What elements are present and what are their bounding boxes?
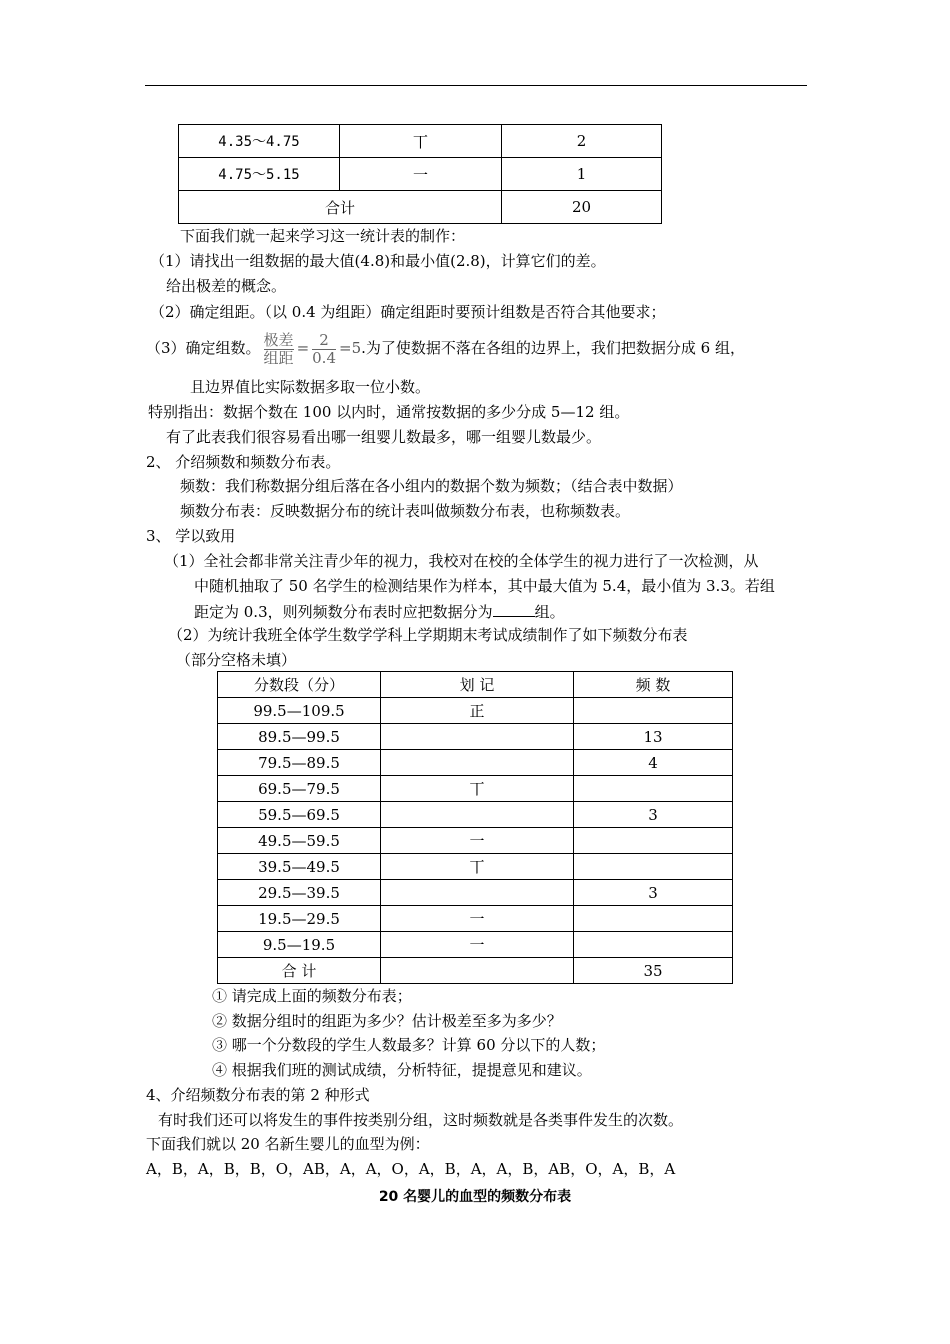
question1-line1: （1）全社会都非常关注青少年的视力，我校对在校的全体学生的视力进行了一次检测，从	[164, 552, 759, 570]
section4-paragraph1: 有时我们还可以将发生的事件按类别分组，这时频数就是各类事件发生的次数。	[158, 1111, 684, 1129]
step3-suffix: .为了使数据不落在各组的边界上，我们把数据分成 6 组，	[361, 339, 745, 357]
tally-cell	[381, 880, 574, 906]
frequency-table-definition: 频数分布表：反映数据分布的统计表叫做频数分布表，也称频数表。	[180, 502, 631, 520]
tally-cell: 一	[340, 158, 502, 191]
question1-line3-prefix: 距定为 0.3，则列频数分布表时应把数据分为	[194, 603, 493, 621]
question-item-2: ② 数据分组时的组距为多少？估计极差至多为多少？	[212, 1012, 562, 1030]
score-frequency-table	[217, 671, 733, 984]
tally-cell: 一	[381, 828, 574, 854]
total-label: 合计	[179, 191, 502, 224]
table-row	[179, 158, 662, 191]
table-row	[179, 125, 662, 158]
tally-cell: 丅	[340, 125, 502, 158]
range-cell: 9.5—19.5	[218, 932, 381, 958]
tally-cell: 一	[381, 932, 574, 958]
range-cell: 19.5—29.5	[218, 906, 381, 932]
table-total-row	[179, 191, 662, 224]
table-row	[218, 854, 733, 880]
count-cell	[574, 906, 733, 932]
tally-cell: 丅	[381, 776, 574, 802]
range-cell: 59.5—69.5	[218, 802, 381, 828]
total-value: 20	[502, 191, 662, 224]
count-cell: 13	[574, 724, 733, 750]
section4-paragraph2: 下面我们就以 20 名新生婴儿的血型为例：	[146, 1135, 430, 1153]
blood-type-data: A，B，A，B，B，O，AB，A，A，O，A，B，A，A，B，AB，O，A，B，A	[146, 1160, 676, 1178]
step1-text: （1）请找出一组数据的最大值(4.8)和最小值(2.8)，计算它们的差。	[150, 252, 606, 270]
table-row	[218, 724, 733, 750]
table-row	[218, 880, 733, 906]
tally-cell: 一	[381, 906, 574, 932]
table-row	[218, 776, 733, 802]
question1-line2: 中随机抽取了 50 名学生的检测结果作为样本，其中最大值为 5.4，最小值为 3.3。若组	[194, 577, 775, 595]
table-row	[218, 698, 733, 724]
frequency-definition: 频数：我们称数据分组后落在各小组内的数据个数为频数；（结合表中数据）	[180, 477, 683, 495]
step2-text: （2）确定组距。（以 0.4 为组距）确定组距时要预计组数是否符合其他要求；	[150, 303, 666, 321]
question1-line3-suffix: 组。	[534, 603, 565, 621]
range-cell: 69.5—79.5	[218, 776, 381, 802]
table-row	[218, 932, 733, 958]
count-cell: 2	[502, 125, 662, 158]
fraction-2-over-0.4: $\frac{2}{0.4}$	[312, 330, 336, 367]
table-row	[218, 906, 733, 932]
intro-text: 下面我们就一起来学习这一统计表的制作：	[180, 227, 466, 245]
header-frequency: 频 数	[574, 672, 733, 698]
step3b-text: 且边界值比实际数据多取一位小数。	[190, 378, 431, 396]
tally-cell	[381, 750, 574, 776]
header-tally: 划 记	[381, 672, 574, 698]
section4-heading: 4、介绍频数分布表的第 2 种形式	[146, 1086, 370, 1104]
tally-cell: 正	[381, 698, 574, 724]
count-cell: 3	[574, 802, 733, 828]
blood-type-table-caption: 20 名婴儿的血型的频数分布表	[378, 1189, 572, 1205]
question-item-1: ① 请完成上面的频数分布表；	[212, 987, 412, 1005]
range-cell: 79.5—89.5	[218, 750, 381, 776]
count-cell	[574, 932, 733, 958]
total-value: 35	[574, 958, 733, 984]
result-value: =5	[339, 339, 362, 357]
question-item-3: ③ 哪一个分数段的学生人数最多？计算 60 分以下的人数；	[212, 1036, 606, 1054]
range-cell: 4.75～5.15	[179, 158, 340, 191]
total-tally-cell	[381, 958, 574, 984]
tally-cell: 丅	[381, 854, 574, 880]
fraction-range-over-width: $\frac{\text{极差}}{\text{组距}}$	[263, 330, 294, 367]
note-text: 有了此表我们很容易看出哪一组婴儿数最多，哪一组婴儿数最少。	[166, 428, 602, 446]
count-cell: 4	[574, 750, 733, 776]
range-cell: 39.5—49.5	[218, 854, 381, 880]
special-note: 特别指出：数据个数在 100 以内时，通常按数据的多少分成 5—12 组。	[148, 403, 630, 421]
count-cell	[574, 854, 733, 880]
count-cell	[574, 776, 733, 802]
question-item-4: ④ 根据我们班的测试成绩，分析特征，提提意见和建议。	[212, 1061, 592, 1079]
question2-line2: （部分空格未填）	[176, 651, 297, 669]
answer-blank[interactable]	[493, 600, 535, 617]
tally-cell	[381, 802, 574, 828]
count-cell: 1	[502, 158, 662, 191]
step3-line	[146, 328, 745, 368]
section2-heading: 2、 介绍频数和频数分布表。	[146, 453, 341, 471]
header-rule	[145, 85, 807, 86]
table-row	[218, 802, 733, 828]
table-total-row	[218, 958, 733, 984]
table-row	[218, 828, 733, 854]
range-cell: 4.35～4.75	[179, 125, 340, 158]
tally-cell	[381, 724, 574, 750]
count-cell: 3	[574, 880, 733, 906]
range-cell: 29.5—39.5	[218, 880, 381, 906]
count-cell	[574, 698, 733, 724]
step3-prefix: （3）确定组数。	[146, 339, 261, 357]
question2-line1: （2）为统计我班全体学生数学学科上学期期末考试成绩制作了如下频数分布表	[168, 626, 688, 644]
section3-heading: 3、 学以致用	[146, 527, 236, 545]
total-label: 合 计	[218, 958, 381, 984]
equals-sign: =	[296, 339, 310, 357]
table-header-row	[218, 672, 733, 698]
header-score-range: 分数段（分）	[218, 672, 381, 698]
range-cell: 49.5—59.5	[218, 828, 381, 854]
count-cell	[574, 828, 733, 854]
table-row	[218, 750, 733, 776]
question1-line3	[194, 600, 565, 622]
range-cell: 89.5—99.5	[218, 724, 381, 750]
range-cell: 99.5—109.5	[218, 698, 381, 724]
step1b-text: 给出极差的概念。	[166, 277, 287, 295]
vision-frequency-table-tail	[178, 124, 662, 224]
